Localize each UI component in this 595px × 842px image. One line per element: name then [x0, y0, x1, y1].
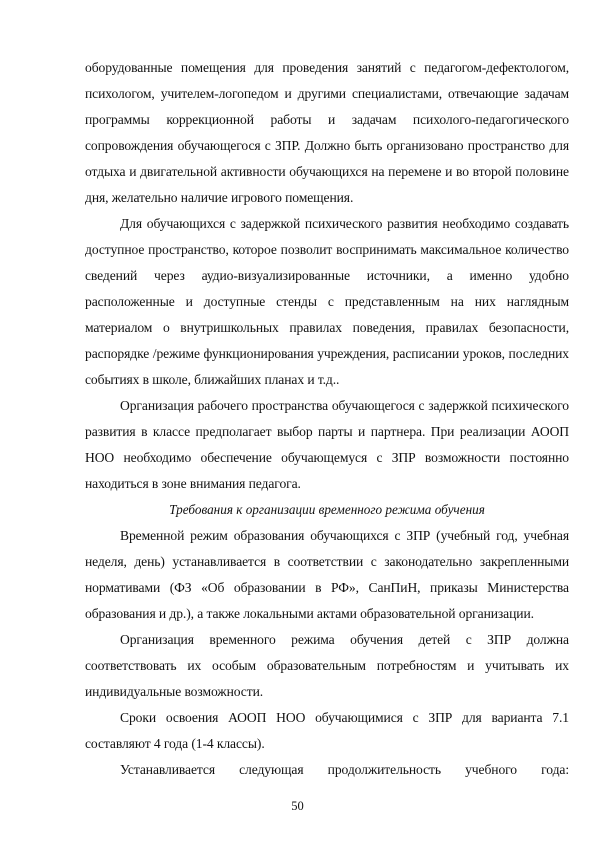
paragraph-study-duration: Сроки освоения АООП НОО обучающимися с ЗПР для варианта 7.1 составляют 4 года (1-4 классы). [85, 710, 569, 751]
paragraph-time-mode-organization: Организация временного режима обучения детей с ЗПР должна соответствовать их особым образовательным потребностям и учитывать их индивидуальные возможности. [85, 632, 569, 699]
document-page [85, 55, 569, 815]
section-heading: Требования к организации временного режима обучения [169, 502, 485, 517]
paragraph-accessible-space: Для обучающихся с задержкой психического развития необходимо создавать доступное пространство, которое позволит воспринимать максимальное количество сведений через аудио-визуализированные источники, а именно удобно расположенные и доступные стенды с представленным на них наглядным материалом о внутришкольных правилах поведения, правилах безопасности, распорядке /режиме функционирования учреждения, расписании уроков, последних событиях в школе, ближайших планах и т.д.. [85, 216, 569, 387]
page-number: 50 [291, 799, 304, 813]
paragraph-workspace-organization: Организация рабочего пространства обучающегося с задержкой психического развития в классе предполагает выбор парты и партнера. При реализации АООП НОО необходимо обеспечение обучающемуся с ЗПР возможности постоянно находиться в зоне внимания педагога. [85, 398, 569, 491]
paragraph-time-mode: Временной режим образования обучающихся с ЗПР (учебный год, учебная неделя, день) устанавливается в соответствии с законодательно закрепленными нормативами (ФЗ «Об образовании в РФ», СанПиН, приказы Министерства образования и др.), а также локальными актами образовательной организации. [85, 528, 569, 621]
paragraph-equipped-rooms: оборудованные помещения для проведения занятий с педагогом-дефектологом, психологом, учителем-логопедом и другими специалистами, отвечающие задачам программы коррекционной работы и задачам психолого-педагогического сопровождения обучающегося с ЗПР. Должно быть организовано пространство для отдыха и двигательной активности обучающихся на перемене и во второй половине дня, желательно наличие игрового помещения. [85, 60, 569, 205]
paragraph-school-year-duration: Устанавливается следующая продолжительность учебного года: [120, 762, 569, 777]
